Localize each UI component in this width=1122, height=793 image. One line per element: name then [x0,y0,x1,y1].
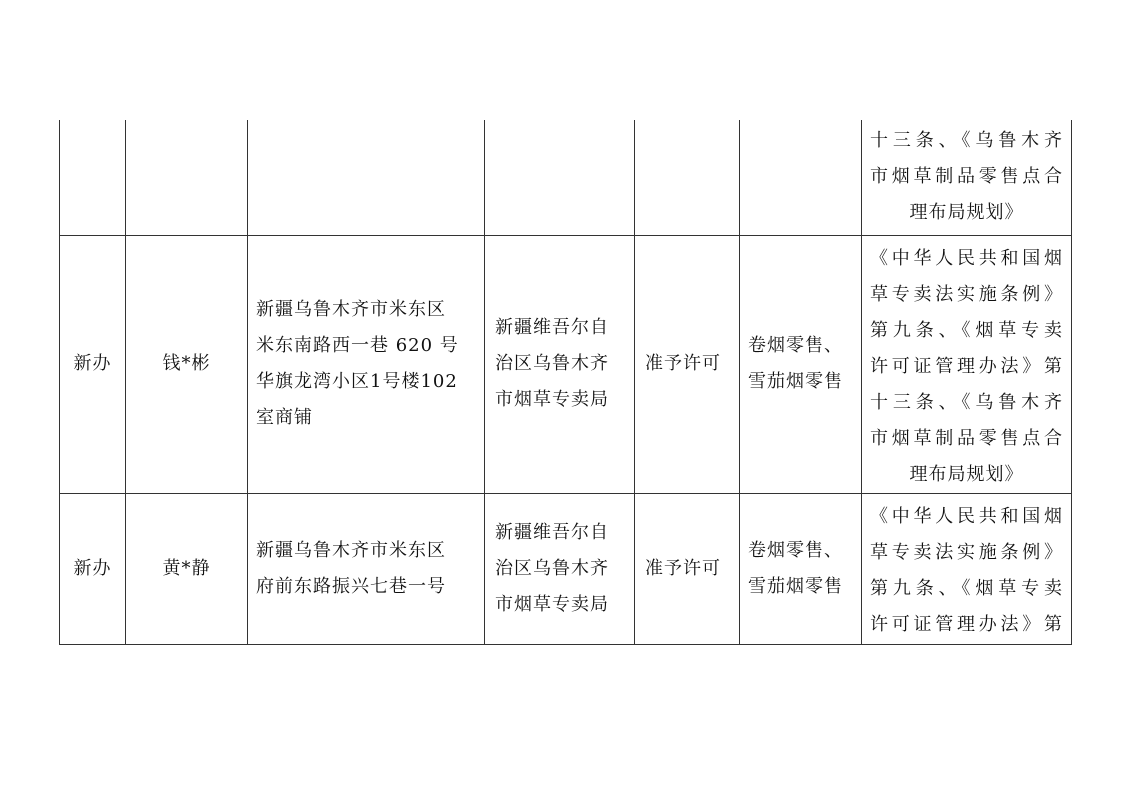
basis-cell [862,120,1072,235]
license-table [59,120,1072,645]
decision-cell [635,120,740,235]
basis-cell [862,493,1072,644]
type-cell [60,120,126,235]
scope-cell [740,235,862,493]
decision-cell: 准予许可 [635,235,740,493]
authority-line: 新疆维吾尔自 [495,521,609,543]
basis-line: 理布局规划》 [909,202,1024,223]
basis-line: 《中华人民共和国烟 [870,505,1063,527]
address-line: 室商铺 [256,407,313,428]
address-line: 府前东路振兴七巷一号 [256,575,446,597]
basis-line: 理布局规划》 [909,463,1024,485]
address-line: 新疆乌鲁木齐市米东区 [256,539,446,561]
authority-cell [485,493,635,644]
name-cell: 黄*静 [126,493,248,644]
scope-cell [740,493,862,644]
basis-cell [862,235,1072,493]
scope-line: 卷烟零售、 [748,539,843,561]
scope-line: 卷烟零售、 [748,335,843,356]
basis-line: 许可证管理办法》第 [870,355,1063,377]
address-line: 华旗龙湾小区1号楼102 [256,371,458,392]
address-cell [248,493,485,644]
address-cell [248,120,485,235]
basis-line: 草专卖法实施条例》 [870,541,1063,563]
basis-line: 许可证管理办法》第 [870,613,1063,635]
scope-line: 雪茄烟零售 [748,371,843,392]
table-row [60,235,1072,493]
type-cell: 新办 [60,235,126,493]
type-cell: 新办 [60,493,126,644]
basis-line: 草专卖法实施条例》 [870,283,1063,305]
basis-line: 十三条、《乌鲁木齐 [870,130,1063,151]
address-line: 米东南路西一巷 620 号 [256,335,459,356]
authority-line: 治区乌鲁木齐 [495,353,609,374]
table-row [60,120,1072,235]
table-row [60,493,1072,644]
authority-cell [485,235,635,493]
name-cell [126,120,248,235]
basis-line: 第九条、《烟草专卖 [870,577,1063,599]
basis-line: 《中华人民共和国烟 [870,247,1063,269]
scope-cell [740,120,862,235]
scope-line: 雪茄烟零售 [748,575,843,597]
authority-line: 市烟草专卖局 [495,389,609,410]
authority-line: 新疆维吾尔自 [495,317,609,338]
address-line: 新疆乌鲁木齐市米东区 [256,299,446,320]
name-cell: 钱*彬 [126,235,248,493]
decision-cell: 准予许可 [635,493,740,644]
basis-line: 市烟草制品零售点合 [870,427,1063,449]
basis-line: 十三条、《乌鲁木齐 [870,391,1063,413]
authority-line: 治区乌鲁木齐 [495,557,609,579]
address-cell [248,235,485,493]
authority-line: 市烟草专卖局 [495,593,609,615]
authority-cell [485,120,635,235]
basis-line: 市烟草制品零售点合 [870,166,1063,187]
basis-line: 第九条、《烟草专卖 [870,319,1063,341]
